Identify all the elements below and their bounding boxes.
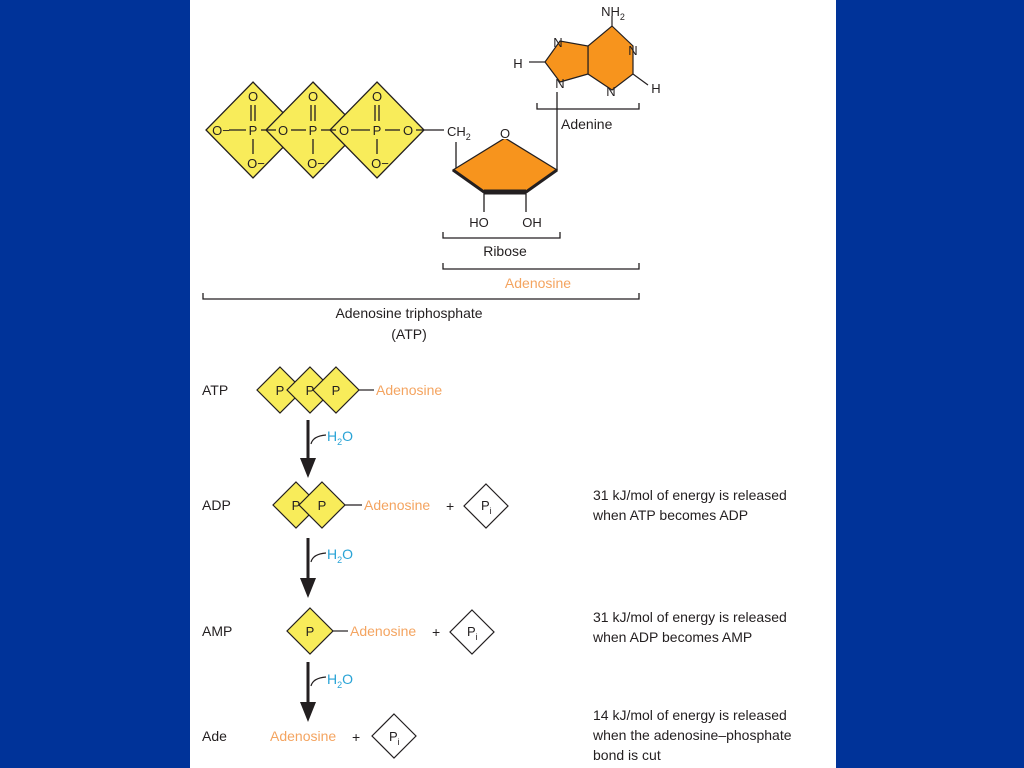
atp-abbrev-label: (ATP) [391, 326, 427, 342]
water-label-2: $H_2O$ [327, 546, 354, 565]
atp-full-label: Adenosine triphosphate [335, 305, 483, 321]
adenine-n-4: N [606, 84, 616, 99]
adenosine-label: Adenosine [504, 275, 572, 291]
atom-o-bridge-1: O [277, 123, 289, 138]
step-name-ade: Ade [202, 728, 227, 744]
ribose-pentagon [453, 138, 557, 192]
amp-adenosine: Adenosine [350, 623, 417, 639]
ade-note-3: bond is cut [593, 747, 661, 763]
ade-plus: + [352, 729, 361, 745]
adp-p-2: P [317, 498, 327, 513]
adenine-five-ring [545, 41, 588, 82]
amp-note-2: when ADP becomes AMP [593, 629, 753, 645]
water-label-3: $H_2O$ [327, 671, 354, 690]
hydrolysis-arrow-3 [300, 662, 326, 722]
atom-o-bridge-2: O [338, 123, 350, 138]
atom-o-minus-bottom-3: O− [371, 156, 389, 171]
atom-p-1: P [248, 123, 258, 138]
ribose-o: O [499, 126, 511, 141]
amp-pi-label: $P_i$ [467, 624, 478, 642]
adenine-label: Adenine [561, 116, 613, 132]
ade-adenosine: Adenosine [270, 728, 337, 744]
adp-p-1: P [291, 498, 301, 513]
adenine-bracket [537, 103, 639, 109]
atom-o-minus-bottom-2: O− [307, 156, 325, 171]
adp-pi-label: $P_i$ [481, 498, 492, 516]
adenosine-bracket [443, 263, 639, 269]
atp-p-3: P [331, 383, 341, 398]
atp-bracket [203, 293, 639, 299]
atom-o-top-1: O [247, 89, 259, 104]
nh2-label: $NH_2$ [601, 4, 625, 22]
amp-note-1: 31 kJ/mol of energy is released [593, 609, 787, 625]
ch2-label: $CH_2$ [447, 124, 471, 142]
hydrolysis-arrow-1 [300, 420, 326, 478]
adp-note-2: when ATP becomes ADP [593, 507, 749, 523]
atp-adenosine: Adenosine [376, 382, 443, 398]
adp-plus: + [446, 498, 455, 514]
adenine-h-right: H [651, 81, 661, 96]
amp-p: P [305, 624, 315, 639]
atom-o-top-3: O [371, 89, 383, 104]
amp-plus: + [432, 624, 441, 640]
ade-note-2: when the adenosine–phosphate [593, 727, 792, 743]
oh-label: OH [522, 215, 542, 230]
atom-p-2: P [308, 123, 318, 138]
atp-p-1: P [275, 383, 285, 398]
adenine-h-left: H [513, 56, 523, 71]
atom-o-top-2: O [307, 89, 319, 104]
adenine-six-ring [588, 26, 633, 90]
step-name-amp: AMP [202, 623, 233, 639]
ade-pi-label: $P_i$ [389, 729, 400, 747]
atp-p-2: P [305, 383, 315, 398]
atom-o-minus-bottom-1: O− [247, 156, 265, 171]
water-label-1: $H_2O$ [327, 428, 354, 447]
ribose-label: Ribose [483, 243, 527, 259]
adenine-n-2: N [628, 43, 638, 58]
hydrolysis-arrow-2 [300, 538, 326, 598]
adp-phosphates [273, 482, 345, 528]
adp-adenosine: Adenosine [364, 497, 431, 513]
ho-label: HO [469, 215, 489, 230]
step-name-atp: ATP [202, 382, 229, 398]
adp-note-1: 31 kJ/mol of energy is released [593, 487, 787, 503]
ribose-bracket [443, 232, 560, 238]
adenine-n-1: N [553, 35, 563, 50]
adenine-n-3: N [555, 76, 565, 91]
ribose-ring [453, 92, 557, 212]
ade-note-1: 14 kJ/mol of energy is released [593, 707, 787, 723]
step-name-adp: ADP [202, 497, 231, 513]
atom-o-bridge-3: O [402, 123, 414, 138]
atom-o-minus-left: O− [212, 123, 230, 138]
atom-p-3: P [372, 123, 382, 138]
